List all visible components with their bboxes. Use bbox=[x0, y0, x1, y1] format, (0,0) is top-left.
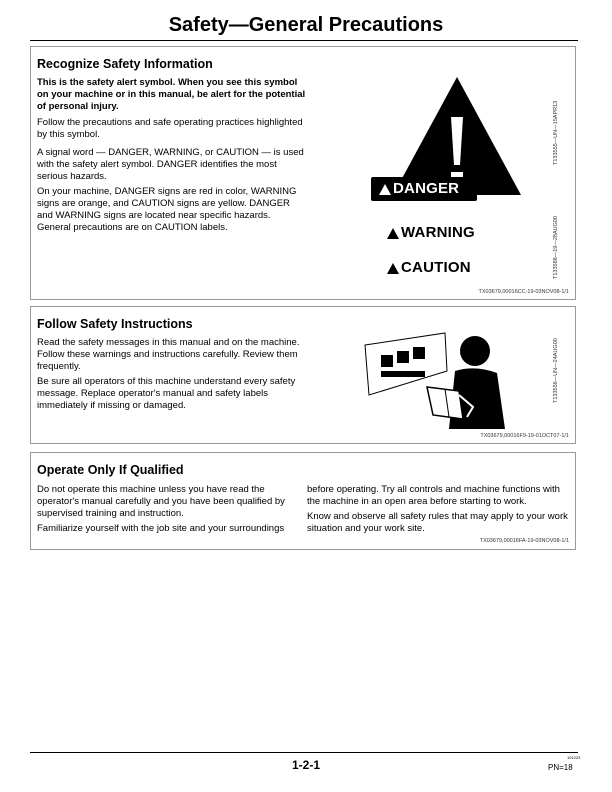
paragraph: This is the safety alert symbol. When you see this symbol on your machine or in this manual, be alert for the potential of personal injury. bbox=[37, 77, 306, 112]
title-divider bbox=[30, 40, 578, 41]
reference-code: TX03679,00016FA-19-03NOV08-1/1 bbox=[479, 538, 569, 544]
section-heading: Operate Only If Qualified bbox=[37, 463, 184, 477]
footer-divider bbox=[30, 752, 578, 753]
warning-triangle-icon bbox=[379, 184, 391, 195]
reference-code: TX03679,00016CC-19-03NOV08-1/1 bbox=[478, 289, 569, 295]
figure-reference: T133556—UN—24AUG00 bbox=[553, 338, 559, 403]
paragraph: Do not operate this machine unless you have read the operator's manual carefully and you have been qualified by supervised training and instruction. bbox=[37, 484, 285, 519]
paragraph: A signal word — DANGER, WARNING, or CAUTION — is used with the safety alert symbol. DANGER identifies the most serious hazards. bbox=[37, 147, 304, 182]
date-code: 101223 bbox=[567, 755, 581, 760]
section-operate-only-if-qualified bbox=[30, 452, 576, 550]
page-title: Safety—General Precautions bbox=[168, 14, 444, 36]
warning-triangle-icon bbox=[387, 263, 399, 274]
paragraph: before operating. Try all controls and machine functions with the machine in an open area before starting to work. bbox=[307, 484, 560, 507]
paragraph: Follow the precautions and safe operating practices highlighted by this symbol. bbox=[37, 117, 303, 140]
caution-sign-label: CAUTION bbox=[387, 259, 471, 276]
paragraph: Be sure all operators of this machine understand every safety message. Replace operator's manual and safety labels immediately if missing or damaged. bbox=[37, 376, 296, 411]
paragraph: Know and observe all safety rules that may apply to your work situation and your work site. bbox=[307, 511, 568, 534]
operator-reading-manual-illustration bbox=[363, 325, 543, 429]
warning-sign-label: WARNING bbox=[387, 224, 475, 241]
warning-triangle-icon bbox=[387, 228, 399, 239]
section-follow-safety-instructions bbox=[30, 306, 576, 444]
section-recognize-safety-information bbox=[30, 46, 576, 300]
pn-number: PN=18 bbox=[548, 763, 573, 772]
section-heading: Follow Safety Instructions bbox=[37, 317, 193, 331]
page-number: 1-2-1 bbox=[291, 758, 320, 772]
figure-reference: T133588—19—28AUG00 bbox=[553, 216, 559, 279]
paragraph: Read the safety messages in this manual and on the machine. Follow these warnings and instructions carefully. Review them frequently. bbox=[37, 337, 300, 372]
paragraph: Familiarize yourself with the job site and your surroundings bbox=[37, 523, 285, 534]
figure-reference: T133555—UN—15APR13 bbox=[553, 100, 559, 165]
reference-code: TX03679,00016F9-19-01OCT07-1/1 bbox=[480, 433, 569, 439]
danger-sign-label: DANGER bbox=[379, 180, 459, 197]
section-heading: Recognize Safety Information bbox=[37, 57, 213, 71]
paragraph: On your machine, DANGER signs are red in color, WARNING signs are orange, and CAUTION signs are yellow. DANGER and WARNING signs are located near specific hazards. General precautions are on CAUTION labels. bbox=[37, 186, 297, 233]
